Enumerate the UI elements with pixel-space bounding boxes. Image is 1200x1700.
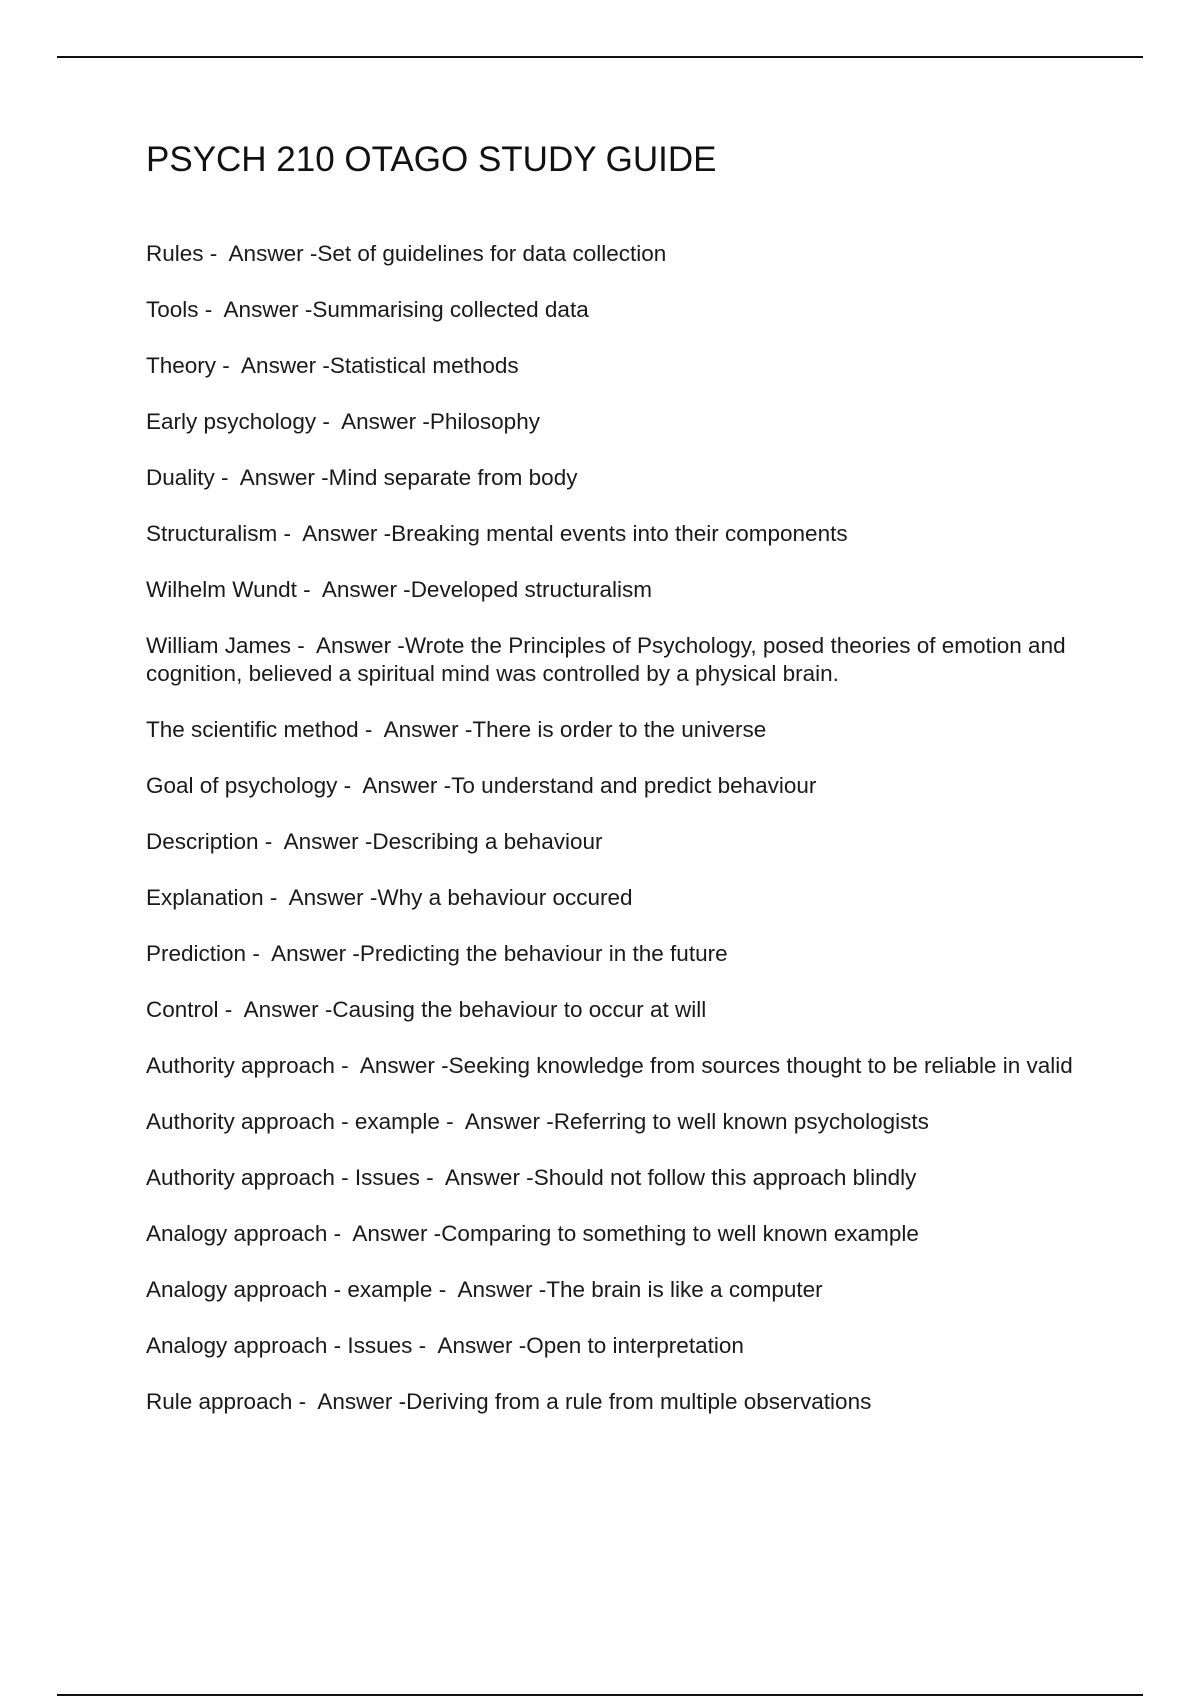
entry-term: Tools xyxy=(146,297,199,322)
entry-term: Wilhelm Wundt xyxy=(146,577,297,602)
entry-term: Rule approach xyxy=(146,1389,293,1414)
list-item xyxy=(146,1108,1106,1136)
list-item xyxy=(146,296,1106,324)
entry-answer: Breaking mental events into their components xyxy=(391,521,848,546)
entry-term: Theory xyxy=(146,353,217,378)
entry-separator: - xyxy=(296,577,322,602)
entry-term: Authority approach - example xyxy=(146,1109,440,1134)
list-item xyxy=(146,520,1106,548)
entry-term: Description xyxy=(146,829,259,854)
answer-prefix: Answer - xyxy=(457,1277,547,1302)
document-body xyxy=(146,140,1106,1414)
entry-answer: Deriving from a rule from multiple observations xyxy=(406,1389,872,1414)
list-item xyxy=(146,772,1106,800)
entry-separator: - xyxy=(258,829,284,854)
entry-answer: Developed structuralism xyxy=(410,577,653,602)
bottom-divider xyxy=(57,1694,1143,1696)
entry-separator: - xyxy=(214,465,240,490)
entry-separator: - xyxy=(218,997,244,1022)
entry-separator: - xyxy=(198,297,224,322)
list-item xyxy=(146,632,1106,688)
entry-separator: - xyxy=(358,717,384,742)
list-item xyxy=(146,576,1106,604)
entry-answer: There is order to the universe xyxy=(472,717,767,742)
entry-term: Authority approach xyxy=(146,1053,335,1078)
entry-separator: - xyxy=(246,941,272,966)
entry-separator: - xyxy=(432,1277,458,1302)
list-item xyxy=(146,408,1106,436)
answer-prefix: Answer - xyxy=(283,829,373,854)
answer-prefix: Answer - xyxy=(288,885,378,910)
entry-separator: - xyxy=(277,521,303,546)
entry-answer: Statistical methods xyxy=(329,353,519,378)
entry-answer: Mind separate from body xyxy=(328,465,578,490)
entry-separator: - xyxy=(291,633,317,658)
answer-prefix: Answer - xyxy=(302,521,392,546)
top-divider xyxy=(57,56,1143,58)
entry-separator: - xyxy=(292,1389,318,1414)
list-item xyxy=(146,1388,1106,1416)
list-item xyxy=(146,1164,1106,1192)
entry-answer: Seeking knowledge from sources thought to be reliable in valid xyxy=(448,1053,1073,1078)
entry-separator: - xyxy=(216,353,242,378)
list-item xyxy=(146,1220,1106,1248)
page-title: PSYCH 210 OTAGO STUDY GUIDE xyxy=(146,140,717,179)
entry-answer: The brain is like a computer xyxy=(546,1277,823,1302)
entry-separator: - xyxy=(327,1221,353,1246)
list-item xyxy=(146,464,1106,492)
entry-answer: Open to interpretation xyxy=(526,1333,744,1358)
entry-answer: Set of guidelines for data collection xyxy=(317,241,667,266)
list-item xyxy=(146,240,1106,268)
entry-answer: To understand and predict behaviour xyxy=(451,773,817,798)
entry-separator: - xyxy=(263,885,289,910)
entry-separator: - xyxy=(203,241,229,266)
entry-list xyxy=(146,240,1106,1444)
answer-prefix: Answer - xyxy=(239,465,329,490)
entry-term: Duality xyxy=(146,465,215,490)
list-item xyxy=(146,884,1106,912)
list-item xyxy=(146,1052,1106,1080)
answer-prefix: Answer - xyxy=(241,353,330,378)
answer-prefix: Answer - xyxy=(243,997,333,1022)
answer-prefix: Answer - xyxy=(223,297,313,322)
list-item xyxy=(146,996,1106,1024)
answer-prefix: Answer - xyxy=(316,633,405,658)
entry-term: Explanation xyxy=(146,885,264,910)
list-item xyxy=(146,716,1106,744)
entry-answer: Causing the behaviour to occur at will xyxy=(332,997,707,1022)
entry-term: Analogy approach - Issues xyxy=(146,1333,413,1358)
answer-prefix: Answer - xyxy=(359,1053,449,1078)
list-item xyxy=(146,1332,1106,1360)
answer-prefix: Answer - xyxy=(271,941,360,966)
entry-answer: Should not follow this approach blindly xyxy=(533,1165,917,1190)
entry-term: The scientific method xyxy=(146,717,359,742)
answer-prefix: Answer - xyxy=(321,577,411,602)
entry-term: Structuralism xyxy=(146,521,278,546)
entry-separator: - xyxy=(334,1053,360,1078)
entry-separator: - xyxy=(337,773,363,798)
entry-answer: Referring to well known psychologists xyxy=(553,1109,929,1134)
entry-answer: Comparing to something to well known example xyxy=(441,1221,919,1246)
entry-term: Rules xyxy=(146,241,204,266)
entry-term: Prediction xyxy=(146,941,247,966)
entry-separator: - xyxy=(412,1333,438,1358)
answer-prefix: Answer - xyxy=(383,717,473,742)
entry-term: Authority approach - Issues xyxy=(146,1165,420,1190)
entry-term: Early psychology xyxy=(146,409,317,434)
answer-prefix: Answer - xyxy=(464,1109,554,1134)
entry-term: Control xyxy=(146,997,219,1022)
answer-prefix: Answer - xyxy=(362,773,452,798)
list-item xyxy=(146,940,1106,968)
answer-prefix: Answer - xyxy=(317,1389,407,1414)
entry-term: Analogy approach xyxy=(146,1221,328,1246)
answer-prefix: Answer - xyxy=(341,409,430,434)
entry-answer: Wrote the Principles of Psychology, posed theories of emotion and cognition, believed a spiritual mind was controlled by a physical brain. xyxy=(146,633,1072,686)
entry-term: Goal of psychology xyxy=(146,773,338,798)
entry-answer: Why a behaviour occured xyxy=(377,885,633,910)
answer-prefix: Answer - xyxy=(228,241,318,266)
entry-answer: Predicting the behaviour in the future xyxy=(359,941,728,966)
entry-answer: Describing a behaviour xyxy=(372,829,603,854)
entry-term: Analogy approach - example xyxy=(146,1277,433,1302)
answer-prefix: Answer - xyxy=(352,1221,442,1246)
answer-prefix: Answer - xyxy=(437,1333,527,1358)
entry-separator: - xyxy=(439,1109,465,1134)
list-item xyxy=(146,828,1106,856)
list-item xyxy=(146,1276,1106,1304)
entry-separator: - xyxy=(316,409,342,434)
entry-separator: - xyxy=(419,1165,445,1190)
answer-prefix: Answer - xyxy=(444,1165,534,1190)
entry-term: William James xyxy=(146,633,292,658)
entry-answer: Summarising collected data xyxy=(312,297,589,322)
list-item xyxy=(146,352,1106,380)
entry-answer: Philosophy xyxy=(429,409,540,434)
